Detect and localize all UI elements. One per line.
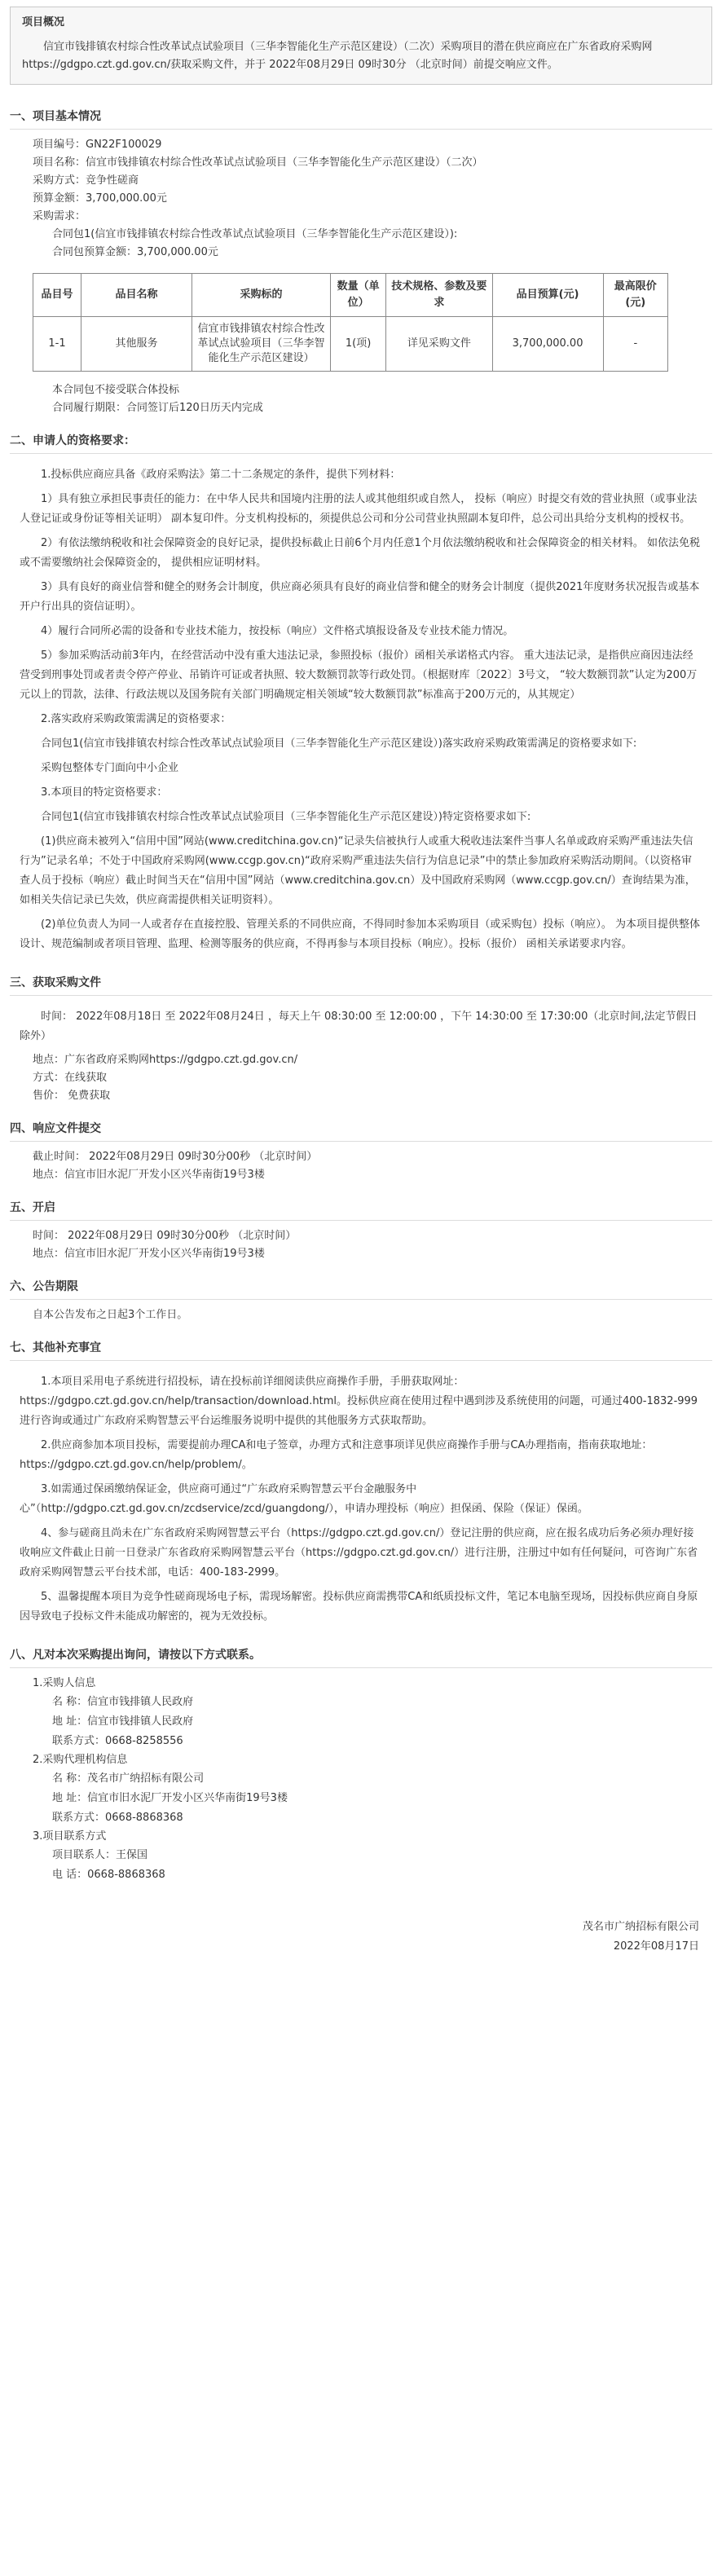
section-heading: 二、申请人的资格要求： [10, 425, 712, 454]
budget-amount: 预算金额：3,700,000.00元 [33, 192, 167, 205]
table-cell: 其他服务 [81, 317, 192, 372]
overview-text: 信宜市钱排镇农村综合性改革试点试验项目（三华李智能化生产示范区建设）（二次）采购项目的潜在供应商应在广东省政府采购网https://gdgpo.czt.gd.gov.cn/获取采购文件，并于 2022年08月29日 09时30分 （北京时间）前提交响应文件。 [22, 41, 653, 71]
field-value: 0668-8258556 [105, 1735, 183, 1747]
field-label: 地 址： [52, 1715, 88, 1728]
qualification-item: 5）参加采购活动前3年内，在经营活动中没有重大违法记录，参照投标（报价）函相关承诺格式内容。 重大违法记录，是指供应商因违法经营受到刑事处罚或者责令停产停业、吊销许可证或者执照、较大数额罚款等行政处罚。（根据财库〔2022〕3号文， “较大数额罚款”认定为200万元以上的罚款，法律、行政法规以及国务院有关部门明确规定相关领域“较大数额罚款”标准高于200万元的，从其规定） [20, 650, 698, 701]
qualification-item: (2)单位负责人为同一人或者存在直接控股、管理关系的不同供应商，不得同时参加本采购项目（或采购包）投标（响应）。 为本项目提供整体设计、规范编制或者项目管理、监理、检测等服务的供应商，不得再参与本项目投标（响应）。投标（报价） 函相关承诺要求内容。 [20, 918, 701, 950]
submission-location: 地点：信宜市旧水泥厂开发小区兴华南街19号3楼 [33, 1169, 265, 1181]
field-label: 项目联系人： [52, 1849, 117, 1861]
qualification-item: 合同包1(信宜市钱排镇农村综合性改革试点试验项目（三华李智能化生产示范区建设）)特定资格要求如下: [41, 811, 531, 823]
section-heading: 八、凡对本次采购提出询问，请按以下方式联系。 [10, 1640, 712, 1668]
table-header: 品目号 [33, 274, 81, 317]
field-label: 联系方式： [52, 1812, 106, 1824]
project-number: 项目编号：GN22F100029 [33, 139, 162, 151]
section-submission [10, 1113, 712, 1192]
field-value: 信宜市旧水泥厂开发小区兴华南街19号3楼 [87, 1792, 288, 1804]
field-value: 茂名市广纳招标有限公司 [87, 1772, 205, 1785]
agency-name-row [10, 1769, 712, 1789]
field-value: 0668-8868368 [87, 1869, 165, 1881]
table-header: 采购标的 [192, 274, 331, 317]
section-qualifications [10, 425, 712, 967]
opening-location: 地点：信宜市旧水泥厂开发小区兴华南街19号3楼 [33, 1248, 265, 1260]
table-header: 品目名称 [81, 274, 192, 317]
section-opening [10, 1192, 712, 1271]
other-item: 4、参与磋商且尚未在广东省政府采购网智慧云平台（https://gdgpo.czt.gd.gov.cn/）登记注册的供应商，应在报名成功后务必须办理好接收响应文件截止日前一日登录广东省政府采购网智慧云平台（https://gdgpo.czt.gd.gov.cn/）进行注册，注册过中如有任何疑问，可咨询广东省政府采购网智慧云平台技术部，电话：400-183-2999。 [20, 1527, 698, 1579]
field-label: 名 称： [52, 1696, 88, 1708]
qualification-item: 采购包整体专门面向中小企业 [41, 762, 179, 774]
agency-phone-row [10, 1808, 712, 1828]
purchaser-name-row [10, 1693, 712, 1712]
section-heading: 五、开启 [10, 1192, 712, 1221]
opening-time: 时间： 2022年08月29日 09时30分00秒 （北京时间） [33, 1230, 297, 1242]
project-contact-title: 3.项目联系方式 [33, 1830, 107, 1843]
qualification-item: 3.本项目的特定资格要求： [41, 786, 168, 799]
table-cell: 信宜市钱排镇农村综合性改革试点试验项目（三华李智能化生产示范区建设） [192, 317, 331, 372]
field-value: 信宜市钱排镇人民政府 [87, 1696, 194, 1708]
purchaser-address-row [10, 1712, 712, 1732]
other-item: 2.供应商参加本项目投标，需要提前办理CA和电子签章，办理方式和注意事项详见供应商操作手册与CA办理指南，指南获取地址：https://gdgpo.czt.gd.gov.cn/help/problem/。 [20, 1439, 653, 1471]
project-name: 项目名称：信宜市钱排镇农村综合性改革试点试验项目（三华李智能化生产示范区建设）（二次） [33, 156, 483, 169]
section-heading: 三、获取采购文件 [10, 967, 712, 996]
project-overview-box [10, 7, 712, 85]
field-value: 王保国 [116, 1849, 148, 1861]
issuing-organization: 茂名市广纳招标有限公司 [582, 1921, 699, 1933]
purchaser-phone-row [10, 1732, 712, 1751]
project-contact-row [10, 1846, 712, 1865]
package-line: 合同包1(信宜市钱排镇农村综合性改革试点试验项目（三华李智能化生产示范区建设）): [52, 228, 458, 240]
section-other-matters [10, 1332, 712, 1640]
agency-address-row [10, 1789, 712, 1808]
section-contacts [10, 1640, 712, 1893]
section-obtain-documents [10, 967, 712, 1113]
no-joint-bid: 本合同包不接受联合体投标 [52, 384, 180, 396]
table-header: 技术规格、参数及要求 [386, 274, 492, 317]
field-value: 0668-8868368 [105, 1812, 183, 1824]
field-label: 电 话： [52, 1869, 88, 1881]
procurement-method: 采购方式：竞争性磋商 [33, 174, 139, 187]
table-cell: 3,700,000.00 [492, 317, 603, 372]
qualification-item: 1.投标供应商应具备《政府采购法》第二十二条规定的条件，提供下列材料： [41, 469, 401, 481]
section-heading: 四、响应文件提交 [10, 1113, 712, 1142]
table-header: 数量（单位） [331, 274, 386, 317]
qualification-item: 3）具有良好的商业信誉和健全的财务会计制度，供应商必须具有良好的商业信誉和健全的财务会计制度（提供2021年度财务状况报告或基本开户行出具的资信证明）。 [20, 581, 700, 613]
obtain-location: 地点：广东省政府采购网https://gdgpo.czt.gd.gov.cn/ [33, 1054, 298, 1066]
section-heading: 七、其他补充事宜 [10, 1332, 712, 1361]
field-value: 信宜市钱排镇人民政府 [87, 1715, 194, 1728]
qualification-item: 2）有依法缴纳税收和社会保障资金的良好记录，提供投标截止日前6个月内任意1个月依法缴纳税收和社会保障资金的相关材料。 如依法免税或不需要缴纳社会保障资金的， 提供相应证明材料。 [20, 537, 700, 569]
other-item: 3.如需通过保函缴纳保证金，供应商可通过“广东政府采购智慧云平台金融服务中心”（http://gdgpo.czt.gd.gov.cn/zcdservice/zcd/guangdong/），申请办理投标（响应）担保函、保险（保证）保函。 [20, 1483, 588, 1515]
purchaser-info-title: 1.采购人信息 [33, 1677, 96, 1689]
overview-title: 项目概况 [22, 16, 65, 29]
signature-block [10, 1918, 712, 1957]
obtain-price: 售价： 免费获取 [33, 1090, 111, 1102]
table-cell: 详见采购文件 [386, 317, 492, 372]
field-label: 地 址： [52, 1792, 88, 1804]
qualification-item: 4）履行合同所必需的设备和专业技术能力，按投标（响应）文件格式填报设备及专业技术能力情况。 [41, 625, 514, 637]
notice-period-text: 自本公告发布之日起3个工作日。 [33, 1309, 188, 1321]
table-header: 最高限价(元) [603, 274, 667, 317]
issue-date: 2022年08月17日 [613, 1940, 699, 1953]
table-row [33, 317, 668, 372]
requirements-table [33, 273, 668, 372]
table-cell: 1-1 [33, 317, 81, 372]
agency-info-title: 2.采购代理机构信息 [33, 1754, 128, 1766]
qualification-item: 合同包1(信宜市钱排镇农村综合性改革试点试验项目（三华李智能化生产示范区建设）)落实政府采购政策需满足的资格要求如下: [41, 738, 637, 750]
contract-period: 合同履行期限：合同签订后120日历天内完成 [52, 402, 263, 414]
other-item: 5、温馨提醒本项目为竞争性磋商现场电子标，需现场解密。投标供应商需携带CA和纸质投标文件，笔记本电脑至现场，因投标供应商自身原因导致电子投标文件未能成功解密的，视为无效投标。 [20, 1591, 698, 1623]
obtain-method: 方式：在线获取 [33, 1072, 108, 1084]
field-label: 名 称： [52, 1772, 88, 1785]
table-cell: 1(项) [331, 317, 386, 372]
section-basic-info [10, 101, 712, 425]
qualification-item: 1）具有独立承担民事责任的能力：在中华人民共和国境内注册的法人或其他组织或自然人， 投标（响应）时提交有效的营业执照（或事业法人登记证或身份证等相关证明） 副本复印件。分支机构投标的，须提供总公司和分公司营业执照副本复印件，总公司出具给分支机构的授权书。 [20, 493, 698, 525]
submission-deadline: 截止时间： 2022年08月29日 09时30分00秒 （北京时间） [33, 1151, 318, 1163]
qualification-item: (1)供应商未被列入“信用中国”网站(www.creditchina.gov.cn)“记录失信被执行人或重大税收违法案件当事人名单或政府采购严重违法失信行为”记录名单；不处于中国政府采购网(www.ccgp.gov.cn)“政府采购严重违法失信行为信息记录”中的禁止参加政府采购活动期间。（以资格审查人员于投标（响应）截止时间当天在“信用中国”网站（www.creditchina.gov.cn）及中国政府采购网（www.ccgp.gov.cn/）查询结果为准，如相关失信记录已失效，供应商需提供相关证明资料）。 [20, 835, 696, 906]
qualification-item: 2.落实政府采购政策需满足的资格要求： [41, 713, 231, 725]
section-heading: 一、项目基本情况 [10, 101, 712, 130]
section-heading: 六、公告期限 [10, 1271, 712, 1300]
project-phone-row [10, 1865, 712, 1885]
procurement-requirements-label: 采购需求： [33, 210, 86, 222]
section-notice-period [10, 1271, 712, 1332]
table-cell: - [603, 317, 667, 372]
obtain-time: 时间： 2022年08月18日 至 2022年08月24日 ，每天上午 08:30:00 至 12:00:00 ，下午 14:30:00 至 17:30:00（北京时间,法定节假日除外） [20, 1011, 698, 1042]
other-item: 1.本项目采用电子系统进行招投标，请在投标前详细阅读供应商操作手册，手册获取网址：https://gdgpo.czt.gd.gov.cn/help/transaction/download.html。投标供应商在使用过程中遇到涉及系统使用的问题，可通过400-1832-999进行咨询或通过广东政府采购智慧云平台运维服务说明中提供的其他服务方式获取帮助。 [20, 1376, 698, 1427]
field-label: 联系方式： [52, 1735, 106, 1747]
table-header: 品目预算(元) [492, 274, 603, 317]
package-budget: 合同包预算金额：3,700,000.00元 [52, 246, 218, 258]
